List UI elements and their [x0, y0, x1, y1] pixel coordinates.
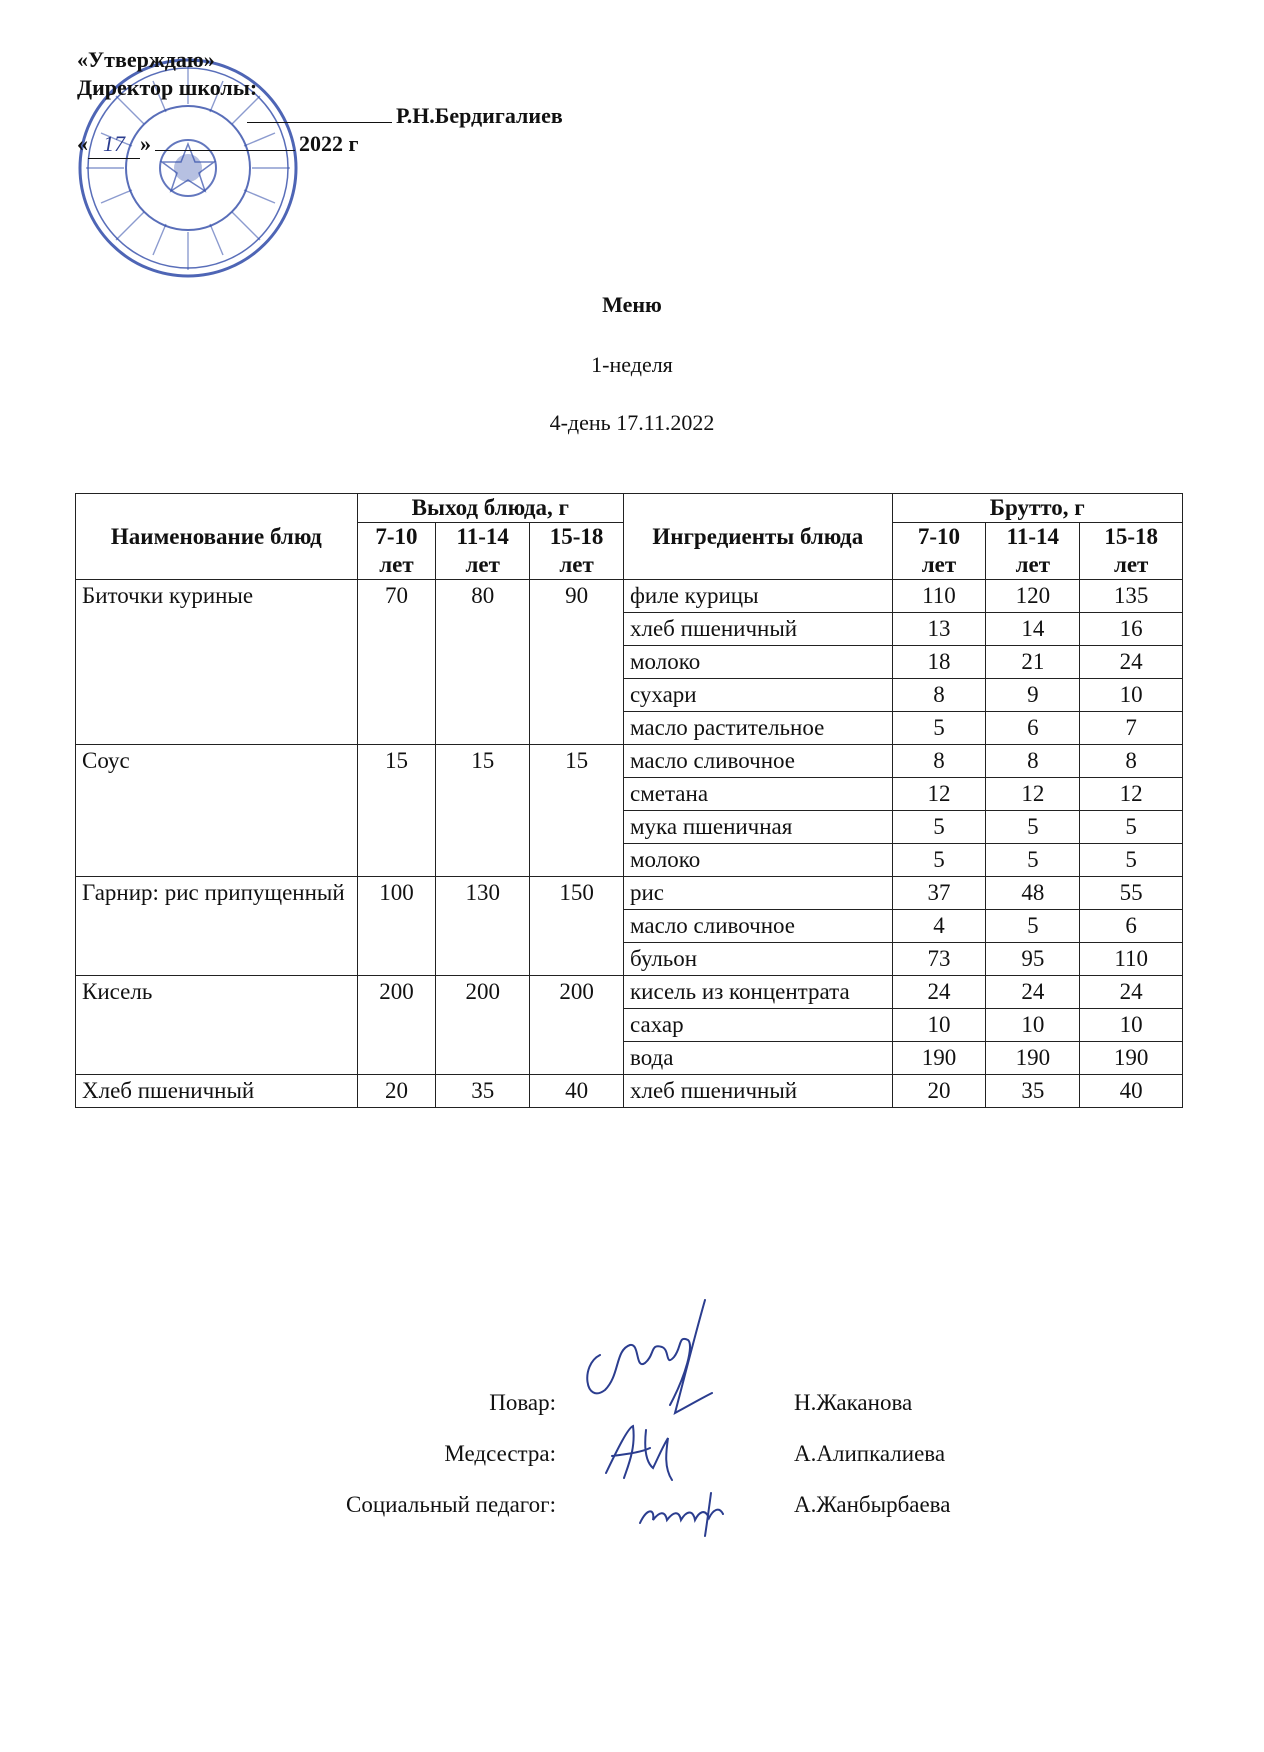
ingredient-gross-value: 5 [892, 844, 986, 877]
dish-output-value: 80 [436, 580, 530, 745]
ingredient-gross-value: 4 [892, 910, 986, 943]
ingredient-name: бульон [624, 943, 893, 976]
ingredient-name: масло растительное [624, 712, 893, 745]
ingredient-gross-value: 5 [892, 712, 986, 745]
approval-year: 2022 г [299, 131, 359, 156]
ingredient-gross-value: 120 [986, 580, 1080, 613]
ingredient-gross-value: 10 [1080, 679, 1183, 712]
ingredient-gross-value: 24 [1080, 976, 1183, 1009]
ingredient-gross-value: 9 [986, 679, 1080, 712]
ingredient-gross-value: 13 [892, 613, 986, 646]
signature-role: Социальный педагог: [346, 1492, 556, 1517]
dish-name: Гарнир: рис припущенный [76, 877, 358, 976]
ingredient-name: масло сливочное [624, 910, 893, 943]
table-row [76, 976, 1183, 1009]
table-row [76, 877, 1183, 910]
week-label: 1-неделя [591, 352, 673, 377]
table-header-row [76, 494, 1183, 523]
dish-output-value: 40 [530, 1075, 624, 1108]
ingredient-name: мука пшеничная [624, 811, 893, 844]
ingredient-gross-value: 5 [892, 811, 986, 844]
ingredient-gross-value: 12 [986, 778, 1080, 811]
ingredient-gross-value: 190 [892, 1042, 986, 1075]
signature-row-social-pedagogue [0, 1492, 1264, 1526]
table-row [76, 580, 1183, 613]
dish-output-value: 200 [357, 976, 436, 1075]
approval-block [77, 46, 563, 159]
dish-output-value: 130 [436, 877, 530, 976]
ingredient-gross-value: 24 [892, 976, 986, 1009]
dish-name: Хлеб пшеничный [76, 1075, 358, 1108]
ingredient-gross-value: 190 [986, 1042, 1080, 1075]
ingredient-gross-value: 35 [986, 1075, 1080, 1108]
header-ingredients: Ингредиенты блюда [624, 494, 893, 580]
header-dish: Наименование блюд [76, 494, 358, 580]
ingredient-gross-value: 10 [1080, 1009, 1183, 1042]
ingredient-gross-value: 12 [892, 778, 986, 811]
approval-close-quote: » [140, 131, 151, 156]
ingredient-gross-value: 16 [1080, 613, 1183, 646]
ingredient-name: рис [624, 877, 893, 910]
approval-open-quote: « [77, 131, 88, 156]
dish-output-value: 100 [357, 877, 436, 976]
ingredient-gross-value: 110 [892, 580, 986, 613]
pedagogue-handwritten-signature [635, 1488, 735, 1538]
ingredient-gross-value: 8 [986, 745, 1080, 778]
header-output-age-15-18: 15-18 лет [530, 523, 624, 580]
ingredient-gross-value: 5 [1080, 811, 1183, 844]
ingredient-gross-value: 48 [986, 877, 1080, 910]
approval-date-line [77, 130, 563, 159]
document-title: Меню [602, 292, 662, 317]
dish-name: Кисель [76, 976, 358, 1075]
ingredient-gross-value: 8 [892, 745, 986, 778]
header-output-age-11-14: 11-14 лет [436, 523, 530, 580]
signature-name: А.Жанбырбаева [794, 1492, 951, 1517]
dish-name: Биточки куриные [76, 580, 358, 745]
ingredient-name: молоко [624, 844, 893, 877]
ingredient-gross-value: 8 [1080, 745, 1183, 778]
ingredient-name: масло сливочное [624, 745, 893, 778]
ingredient-gross-value: 5 [1080, 844, 1183, 877]
table-row [76, 1075, 1183, 1108]
day-label: 4-день 17.11.2022 [549, 410, 715, 435]
dish-output-value: 200 [530, 976, 624, 1075]
ingredient-gross-value: 55 [1080, 877, 1183, 910]
dish-name: Соус [76, 745, 358, 877]
signature-name: Н.Жаканова [794, 1390, 913, 1415]
signature-role: Повар: [489, 1390, 556, 1415]
ingredient-gross-value: 24 [986, 976, 1080, 1009]
ingredient-gross-value: 95 [986, 943, 1080, 976]
ingredient-gross-value: 40 [1080, 1075, 1183, 1108]
ingredient-name: сметана [624, 778, 893, 811]
signature-blank [247, 122, 392, 123]
ingredient-gross-value: 5 [986, 811, 1080, 844]
ingredient-gross-value: 21 [986, 646, 1080, 679]
ingredient-name: сухари [624, 679, 893, 712]
dish-output-value: 15 [436, 745, 530, 877]
ingredient-gross-value: 135 [1080, 580, 1183, 613]
dish-output-value: 150 [530, 877, 624, 976]
ingredient-gross-value: 8 [892, 679, 986, 712]
dish-output-value: 35 [436, 1075, 530, 1108]
header-output-age-7-10: 7-10 лет [357, 523, 436, 580]
header-gross-age-15-18: 15-18 лет [1080, 523, 1183, 580]
header-output: Выход блюда, г [357, 494, 623, 523]
dish-output-value: 70 [357, 580, 436, 745]
dish-output-value: 15 [357, 745, 436, 877]
dish-output-value: 20 [357, 1075, 436, 1108]
ingredient-gross-value: 18 [892, 646, 986, 679]
ingredient-gross-value: 37 [892, 877, 986, 910]
ingredient-gross-value: 24 [1080, 646, 1183, 679]
ingredient-gross-value: 12 [1080, 778, 1183, 811]
ingredient-gross-value: 5 [986, 844, 1080, 877]
header-gross-age-11-14: 11-14 лет [986, 523, 1080, 580]
approval-month-blank [155, 150, 295, 151]
approval-position: Директор школы: [77, 75, 258, 100]
header-gross-age-7-10: 7-10 лет [892, 523, 986, 580]
approval-title: «Утверждаю» [77, 47, 215, 72]
cook-handwritten-signature [570, 1295, 720, 1425]
ingredient-name: кисель из концентрата [624, 976, 893, 1009]
ingredient-gross-value: 73 [892, 943, 986, 976]
ingredient-gross-value: 6 [1080, 910, 1183, 943]
approval-day: 17 [88, 130, 140, 159]
ingredient-gross-value: 5 [986, 910, 1080, 943]
approval-signer: Р.Н.Бердигалиев [396, 103, 563, 128]
menu-table-body [76, 580, 1183, 1108]
ingredient-name: хлеб пшеничный [624, 1075, 893, 1108]
dish-output-value: 90 [530, 580, 624, 745]
signature-name: А.Алипкалиева [794, 1441, 946, 1466]
table-row [76, 745, 1183, 778]
dish-output-value: 200 [436, 976, 530, 1075]
ingredient-gross-value: 20 [892, 1075, 986, 1108]
ingredient-gross-value: 7 [1080, 712, 1183, 745]
ingredient-name: вода [624, 1042, 893, 1075]
signature-role: Медсестра: [444, 1441, 556, 1466]
ingredient-gross-value: 10 [986, 1009, 1080, 1042]
ingredient-name: молоко [624, 646, 893, 679]
approval-signer-line [77, 102, 563, 130]
dish-output-value: 15 [530, 745, 624, 877]
ingredient-name: сахар [624, 1009, 893, 1042]
ingredient-gross-value: 110 [1080, 943, 1183, 976]
ingredient-gross-value: 10 [892, 1009, 986, 1042]
ingredient-name: хлеб пшеничный [624, 613, 893, 646]
nurse-handwritten-signature [598, 1418, 688, 1488]
menu-table [75, 493, 1183, 1108]
ingredient-gross-value: 14 [986, 613, 1080, 646]
ingredient-gross-value: 6 [986, 712, 1080, 745]
ingredient-name: филе курицы [624, 580, 893, 613]
header-gross: Брутто, г [892, 494, 1182, 523]
ingredient-gross-value: 190 [1080, 1042, 1183, 1075]
